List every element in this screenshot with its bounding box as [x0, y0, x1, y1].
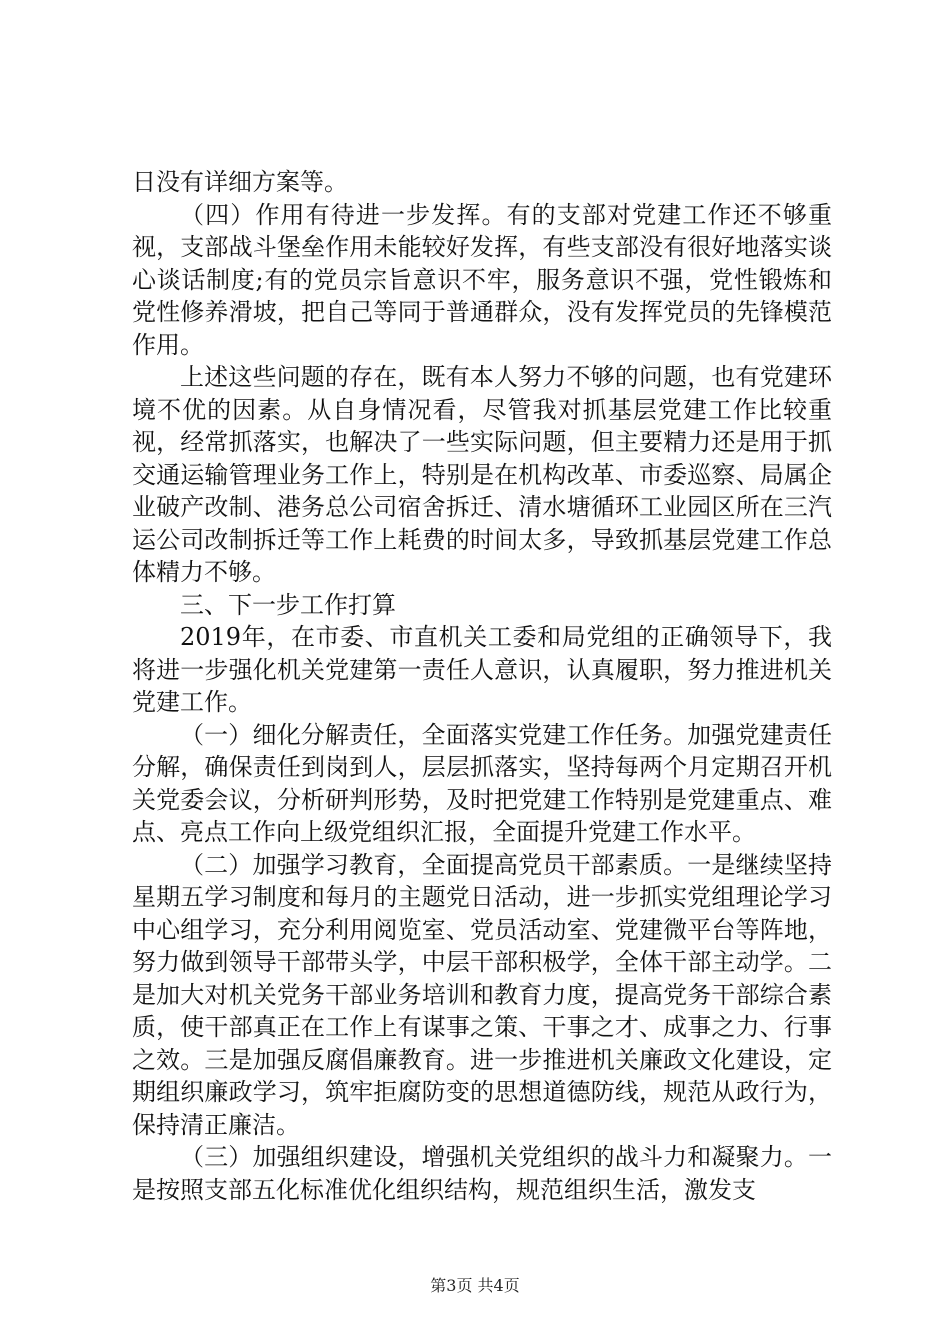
page-number-label: 第3页 共4页: [430, 1276, 520, 1295]
document-body: [132, 166, 832, 1206]
paragraph-plan-one: （一）细化分解责任，全面落实党建工作任务。加强党建责任分解，确保责任到岗到人，层层抓落实，坚持每两个月定期召开机关党委会议，分析研判形势，及时把党建工作特别是党建重点、难点、亮点工作向上级党组织汇报，全面提升党建工作水平。: [132, 720, 832, 846]
paragraph-continuation: 日没有详细方案等。: [132, 168, 348, 196]
paragraph-problem-analysis: 上述这些问题的存在，既有本人努力不够的问题，也有党建环境不优的因素。从自身情况看，尽管我对抓基层党建工作比较重视，经常抓落实，也解决了一些实际问题，但主要精力还是用于抓交通运输管理业务工作上，特别是在机构改革、市委巡察、局属企业破产改制、港务总公司宿舍拆迁、清水塘循环工业园区所在三汽运公司改制拆迁等工作上耗费的时间太多，导致抓基层党建工作总体精力不够。: [132, 363, 832, 586]
page-footer: [0, 1273, 950, 1296]
section-heading-next-steps: 三、下一步工作打算: [180, 590, 396, 619]
paragraph-plan-three: （三）加强组织建设，增强机关党组织的战斗力和凝聚力。一是按照支部五化标准优化组织结构，规范组织生活，激发支: [132, 1143, 832, 1204]
paragraph-2019-plan: 2019年，在市委、市直机关工委和局党组的正确领导下，我将进一步强化机关党建第一责任人意识，认真履职，努力推进机关党建工作。: [132, 623, 832, 716]
paragraph-plan-two: （二）加强学习教育，全面提高党员干部素质。一是继续坚持星期五学习制度和每月的主题党日活动，进一步抓实党组理论学习中心组学习，充分利用阅览室、党员活动室、党建微平台等阵地，努力做到领导干部带头学，中层干部积极学，全体干部主动学。二是加大对机关党务干部业务培训和教育力度，提高党务干部综合素质，使干部真正在工作上有谋事之策、干事之才、成事之力、行事之效。三是加强反腐倡廉教育。进一步推进机关廉政文化建设，定期组织廉政学习，筑牢拒腐防变的思想道德防线，规范从政行为，保持清正廉洁。: [132, 850, 832, 1139]
paragraph-section-four: （四）作用有待进一步发挥。有的支部对党建工作还不够重视，支部战斗堡垒作用未能较好发挥，有些支部没有很好地落实谈心谈话制度;有的党员宗旨意识不牢，服务意识不强，党性锻炼和党性修养滑坡，把自己等同于普通群众，没有发挥党员的先锋模范作用。: [132, 200, 832, 359]
